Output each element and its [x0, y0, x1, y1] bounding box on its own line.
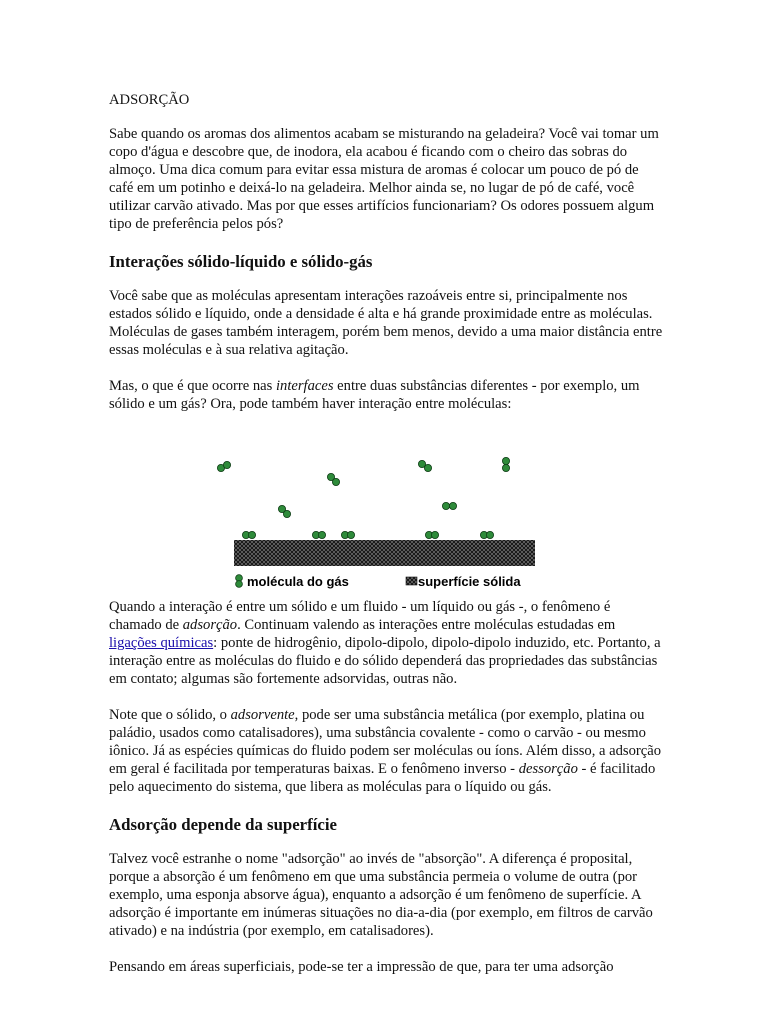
adsorbed-molecule — [312, 531, 325, 538]
adsorbent-text-2: , pode ser uma substância metálica (por exemplo, platina ou paládio, usados como catalisadores), uma substância covalente - como o carvão - ou mesmo iônico. Já as espécies químicas do fluido podem ser moléculas ou íons. Além disso, a adsorção em geral é facilitada por temperaturas baixas. E o fenômeno inverso - — [109, 707, 662, 777]
definition-text-2: . Continuam valendo as interações entre moléculas estudadas em — [237, 617, 616, 633]
adsorbent-paragraph — [109, 706, 664, 796]
adsorbed-molecule — [341, 531, 354, 538]
definition-text-1: Quando a interação é entre um sólido e um fluido - um líquido ou gás -, o fenômeno é chamado de — [109, 599, 611, 633]
document-body — [109, 91, 664, 994]
chemical-bonds-link[interactable]: ligações químicas — [109, 635, 214, 651]
solid-surface — [234, 540, 535, 566]
gas-molecule — [442, 502, 456, 509]
definition-text-3: : ponte de hidrogênio, dipolo-dipolo, dipolo-dipolo induzido, etc. Portanto, a interação entre as moléculas do fluido e do sólido dependerá das propriedades das substâncias em contato; algumas são fortemente adsorvidas, outras não. — [109, 635, 661, 687]
legend-surface-icon — [406, 577, 417, 585]
interfaces-term: interfaces — [275, 378, 334, 394]
surface-area-paragraph: Pensando em áreas superficiais, pode-se ter a impressão de que, para ter uma adsorção — [109, 959, 614, 975]
adsorption-diagram — [109, 429, 664, 595]
adsorption-definition-paragraph — [109, 598, 664, 688]
intro-paragraph: Sabe quando os aromas dos alimentos acabam se misturando na geladeira? Você vai tomar um copo d'água e descobre que, de inodora, ela acabou é ficando com o cheiro das sobras do almoço. Uma dica comum para evitar essa mistura de aromas é colocar um pouco de pó de café em um potinho e deixá-lo na geladeira. Melhor ainda se, no lugar de pó de café, você utilizar carvão ativado. Mas por que esses artifícios funcionariam? Os odores possuem algum tipo de preferência pelos pós? — [109, 126, 659, 232]
adsorbent-term: adsorvente — [230, 707, 295, 723]
gas-molecule — [217, 461, 230, 471]
interfaces-paragraph — [109, 377, 664, 413]
interfaces-text-2: entre duas substâncias diferentes - por exemplo, um sólido e um gás? Ora, pode também haver interação entre moléculas: — [109, 378, 640, 412]
adsorbed-molecule — [242, 531, 255, 538]
adsorption-figure — [109, 429, 664, 595]
gas-molecule — [502, 457, 509, 471]
legend-gas-label: molécula do gás — [247, 574, 349, 589]
absorption-vs-adsorption-paragraph: Talvez você estranhe o nome "adsorção" ao invés de "absorção". A diferença é proposital, porque a absorção é um fenômeno em que uma substância permeia o volume de outra (por exemplo, uma esponja absorve água), enquanto a adsorção é um fenômeno de superfície. A adsorção é importante em inúmeras situações no dia-a-dia (por exemplo, em filtros de carvão ativado) e na indústria (por exemplo, em catalisadores). — [109, 851, 653, 939]
adsorbed-molecule — [480, 531, 493, 538]
interactions-paragraph: Você sabe que as moléculas apresentam interações razoáveis entre si, principalmente nos estados sólido e líquido, onde a densidade é alta e há grande proximidade entre as moléculas. Moléculas de gases também interagem, porém bem menos, devido a uma maior distância entre essas moléculas e à sua relativa agitação. — [109, 288, 663, 358]
legend-surface-label: superfície sólida — [418, 574, 521, 589]
adsorbent-text-3: - é facilitado pelo aquecimento do sistema, que libera as moléculas para o líquido ou gás. — [109, 761, 656, 795]
document-title: ADSORÇÃO — [109, 92, 190, 108]
adsorbed-molecule — [425, 531, 438, 538]
legend-gas-molecule-icon — [236, 575, 243, 588]
desorption-term: dessorção — [518, 761, 578, 777]
adsorption-term: adsorção — [182, 617, 238, 633]
adsorbent-text-1: Note que o sólido, o — [109, 707, 231, 723]
section-heading-interactions: Interações sólido-líquido e sólido-gás — [109, 252, 373, 271]
gas-molecule — [327, 473, 339, 485]
section-heading-surface: Adsorção depende da superfície — [109, 815, 337, 834]
gas-molecule — [418, 460, 431, 471]
interfaces-text-1: Mas, o que é que ocorre nas — [109, 378, 276, 394]
gas-molecule — [278, 505, 290, 517]
